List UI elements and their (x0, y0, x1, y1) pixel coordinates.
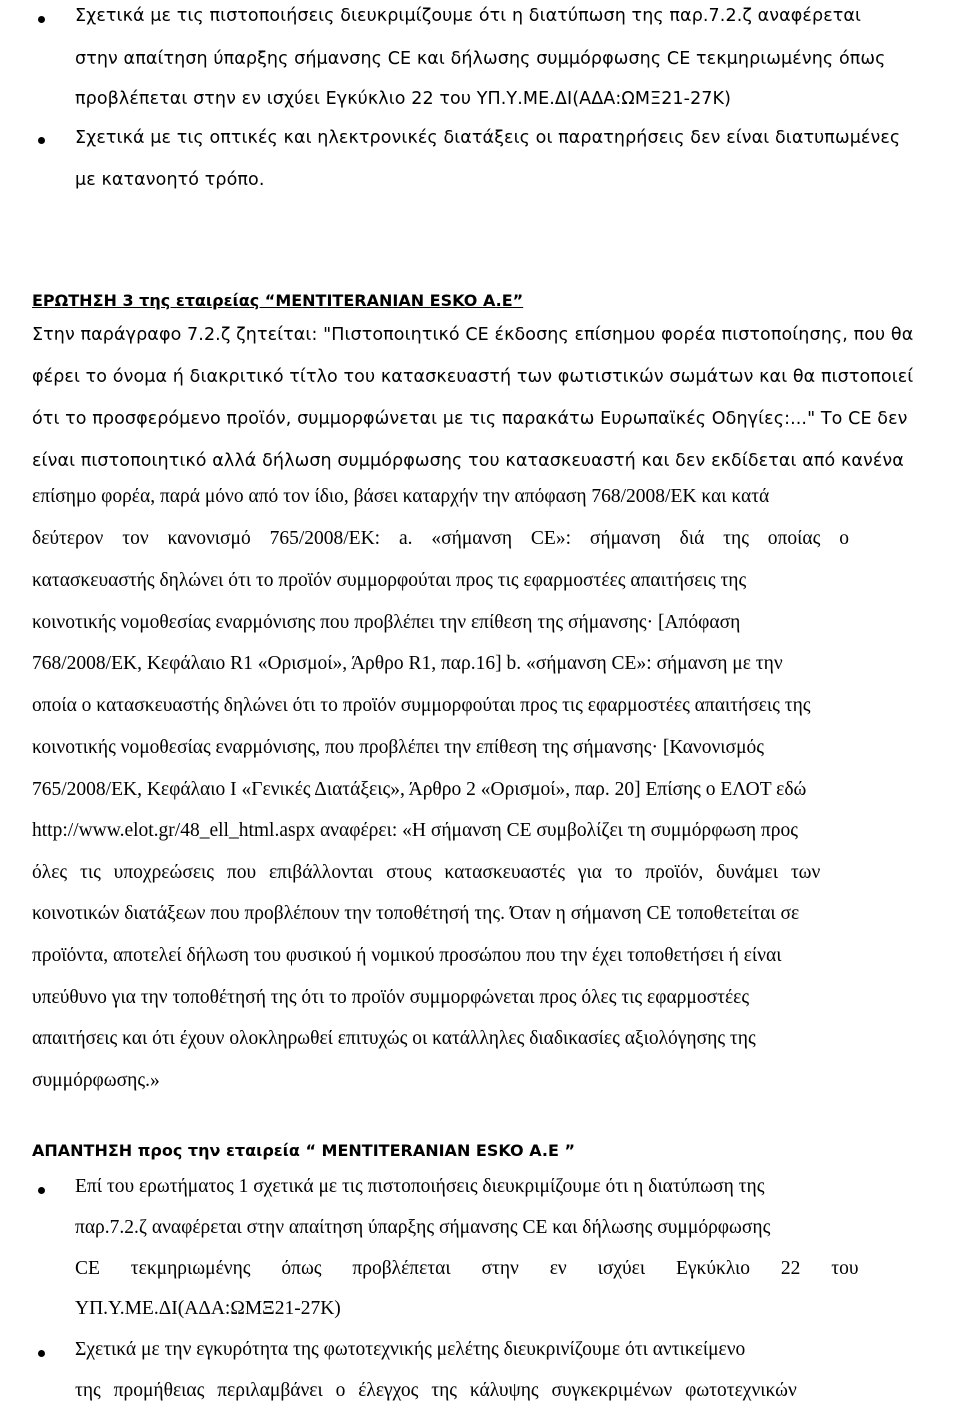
answer-bullet-2-line: της προμήθειας περιλαμβάνει ο έλεγχος της κάλυψης συγκεκριμένων φωτοτεχνικών (75, 1380, 797, 1401)
question-line: http://www.elot.gr/48_ell_html.aspx αναφέρει: «Η σήμανση CE συμβολίζει τη συμμόρφωση προς (32, 820, 798, 841)
answer-heading: ΑΠΑΝΤΗΣΗ προς την εταιρεία “ MENTITERANIAN ESKO A.E ” (32, 1141, 575, 1160)
intro-bullet-1-line-1: Σχετικά με τις πιστοποιήσεις διευκριμίζουμε ότι η διατύπωση της παρ.7.2.ζ αναφέρεται (75, 6, 862, 26)
question-line: επίσημο φορέα, παρά μόνο από τον ίδιο, βάσει καταρχήν την απόφαση 768/2008/ΕΚ και κατά (32, 486, 770, 507)
answer-bullet-1-line: ΥΠ.Υ.ΜΕ.ΔΙ(ΑΔΑ:ΩΜΞ21-27Κ) (75, 1298, 341, 1319)
answer-bullet-1-line: CE τεκμηριωμένης όπως προβλέπεται στην εν ισχύει Εγκύκλιο 22 του (75, 1258, 859, 1279)
intro-bullet-2-line-1: Σχετικά με τις οπτικές και ηλεκτρονικές διατάξεις οι παρατηρήσεις δεν είναι διατυπωμένες (75, 128, 901, 148)
question-line: οποία ο κατασκευαστής δηλώνει ότι το προϊόν συμμορφούται προς τις εφαρμοστέες απαιτήσεις της (32, 695, 811, 716)
question-line: Στην παράγραφο 7.2.ζ ζητείται: "Πιστοποιητικό CE έκδοσης επίσημου φορέα πιστοποίησης, που θα (32, 325, 914, 345)
intro-bullet-2-line-2: με κατανοητό τρόπο. (75, 170, 265, 190)
question-line: 765/2008/ΕΚ, Κεφάλαιο I «Γενικές Διατάξεις», Άρθρο 2 «Ορισμοί», παρ. 20] Επίσης ο ΕΛΟΤ εδώ (32, 779, 807, 800)
intro-bullet-1-line-3: προβλέπεται στην εν ισχύει Εγκύκλιο 22 του ΥΠ.Υ.ΜΕ.ΔΙ(ΑΔΑ:ΩΜΞ21-27Κ) (75, 89, 732, 109)
bullet-dot (38, 16, 45, 23)
question-line: κατασκευαστής δηλώνει ότι το προϊόν συμμορφούται προς τις εφαρμοστέες απαιτήσεις της (32, 570, 747, 591)
question-line: όλες τις υποχρεώσεις που επιβάλλονται στους κατασκευαστές για το προϊόν, δυνάμει των (32, 862, 821, 883)
question-line: κοινοτικών διατάξεων που προβλέπουν την τοποθέτησή της. Όταν η σήμανση CE τοποθετείται σε (32, 903, 800, 924)
question-line: κοινοτικής νομοθεσίας εναρμόνισης, που προβλέπει την επίθεση της σήμανσης· [Κανονισμός (32, 737, 764, 758)
question-line: 768/2008/ΕΚ, Κεφάλαιο R1 «Ορισμοί», Άρθρο R1, παρ.16] b. «σήμανση CE»: σήμανση με την (32, 653, 783, 674)
bullet-dot (38, 1187, 45, 1194)
question-line: κοινοτικής νομοθεσίας εναρμόνισης που προβλέπει την επίθεση της σήμανσης· [Απόφαση (32, 612, 741, 633)
question-line: υπεύθυνο για την τοποθέτησή της ότι το προϊόν συμμορφώνεται προς όλες τις εφαρμοστέες (32, 987, 750, 1008)
question-line: προϊόντα, αποτελεί δήλωση του φυσικού ή νομικού προσώπου που την έχει τοποθετήσει ή είναι (32, 945, 782, 966)
answer-bullet-1-line: παρ.7.2.ζ αναφέρεται στην απαίτηση ύπαρξης σήμανσης CE και δήλωσης συμμόρφωσης (75, 1217, 771, 1238)
question-line: συμμόρφωσης.» (32, 1070, 160, 1091)
question-line: φέρει το όνομα ή διακριτικό τίτλο του κατασκευαστή των φωτιστικών σωμάτων και θα πιστοποιεί (32, 367, 914, 387)
question-line: ότι το προσφερόμενο προϊόν, συμμορφώνεται με τις παρακάτω Ευρωπαϊκές Οδηγίες:..." Το CE δεν (32, 409, 908, 429)
answer-bullet-2-line: Σχετικά με την εγκυρότητα της φωτοτεχνικής μελέτης διευκρινίζουμε ότι αντικείμενο (75, 1339, 746, 1360)
bullet-dot (38, 1350, 45, 1357)
question-line: δεύτερον τον κανονισμό 765/2008/ΕΚ: a. «σήμανση CE»: σήμανση διά της οποίας ο (32, 528, 849, 549)
bullet-dot (38, 137, 45, 144)
intro-bullet-1-line-2: στην απαίτηση ύπαρξης σήμανσης CE και δήλωσης συμμόρφωσης CE τεκμηριωμένης όπως (75, 49, 886, 69)
question-line: απαιτήσεις και ότι έχουν ολοκληρωθεί επιτυχώς οι κατάλληλες διαδικασίες αξιολόγησης της (32, 1028, 756, 1049)
question-heading: ΕΡΩΤΗΣΗ 3 της εταιρείας “MENTITERANIAN ESKO A.E” (32, 291, 524, 310)
question-line: είναι πιστοποιητικό αλλά δήλωση συμμόρφωσης του κατασκευαστή και δεν εκδίδεται από κανένα (32, 451, 904, 471)
answer-bullet-1-line: Επί του ερωτήματος 1 σχετικά με τις πιστοποιήσεις διευκριμίζουμε ότι η διατύπωση της (75, 1176, 765, 1197)
